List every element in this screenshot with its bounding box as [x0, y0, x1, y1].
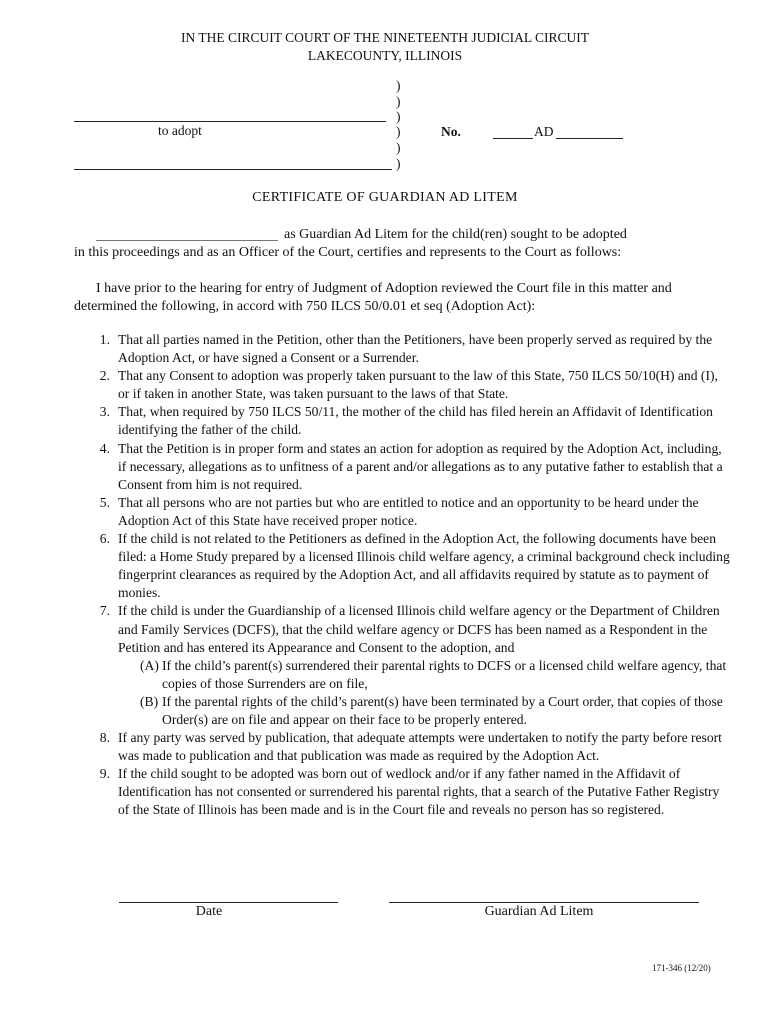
caption-paren: ) — [396, 156, 401, 171]
item-text: That the Petition is in proper form and states an action for adoption as required by the Adoption Act, including, if necessary, allegations as to unfitness of a parent and/or allegations as to any putative father to establish that a Consent from him is not required. — [118, 440, 723, 492]
caption-paren: ) — [396, 94, 401, 109]
item-text: If the child sought to be adopted was born out of wedlock and/or if any father named in the Affidavit of Identification has not consented or surrendered his parental rights, that a search of the Putative Father Registry of the State of Illinois has been made and is in the Court file and reveals no person has so registered. — [118, 766, 720, 818]
intro-second-line: in this proceedings and as an Officer of the Court, certifies and represents to the Court as follows: — [74, 245, 622, 260]
sub-list-item — [118, 657, 732, 693]
guardian-name-line — [96, 240, 278, 241]
case-number-label: No. — [441, 124, 461, 139]
court-heading: IN THE CIRCUIT COURT OF THE NINETEENTH JUDICIAL CIRCUIT — [181, 30, 589, 45]
sub-list — [118, 657, 732, 729]
sub-item-text: If the parental rights of the child’s parent(s) have been terminated by a Court order, that copies of those Order(s) are on file and appear on their face to be properly entered. — [162, 693, 723, 727]
list-item — [92, 331, 732, 367]
item-number: 4. — [99, 440, 110, 456]
item-text: That any Consent to adoption was properly taken pursuant to the law of this State, 750 ILCS 50/10(H) and (I), or if taken in another State, was taken pursuant to the laws of that State. — [118, 368, 718, 402]
list-item — [92, 440, 732, 494]
item-text: That all parties named in the Petition, other than the Petitioners, have been properly served as required by the Adoption Act, or have signed a Consent or a Surrender. — [118, 332, 713, 366]
ad-label: AD — [534, 124, 554, 139]
list-item — [92, 602, 732, 729]
item-text: If the child is under the Guardianship of a licensed Illinois child welfare agency or the Department of Children and Family Services (DCFS), that the child welfare agency or DCFS has been named as a Respondent in the Petition and has entered its Appearance and Consent to the adoption, and — [118, 603, 720, 655]
item-number: 9. — [99, 766, 110, 782]
county-heading: LAKECOUNTY, ILLINOIS — [307, 48, 463, 63]
item-number: 3. — [99, 404, 110, 420]
list-item — [92, 367, 732, 403]
caption-paren: ) — [396, 124, 401, 139]
to-adopt-label: to adopt — [158, 123, 202, 138]
petitioner-name-line — [74, 121, 386, 122]
caption-paren: ) — [396, 140, 401, 155]
caption-paren: ) — [396, 78, 401, 93]
item-text: That, when required by 750 ILCS 50/11, the mother of the child has filed herein an Affidavit of Identification identifying the father of the child. — [118, 404, 713, 438]
list-item — [92, 729, 732, 765]
item-text: If the child is not related to the Petitioners as defined in the Adoption Act, the following documents have been filed: a Home Study prepared by a licensed Illinois child welfare agency, a criminal background check including fingerprint clearances as required by the Adoption Act, and all affidavits required by statute as to payment of monies. — [118, 531, 730, 601]
caption-paren: ) — [396, 109, 401, 124]
item-number: 5. — [99, 494, 110, 510]
list-item — [92, 765, 732, 819]
date-signature-line — [119, 902, 338, 903]
list-item — [92, 403, 732, 439]
item-text: If any party was served by publication, that adequate attempts were undertaken to notify the party before resort was made to publication and that publication was made as required by the Adoption Act. — [118, 730, 722, 764]
sub-item-label: (B) — [140, 693, 159, 709]
case-number-line — [556, 138, 623, 139]
list-item — [92, 530, 732, 602]
item-number: 2. — [99, 368, 110, 384]
sub-item-text: If the child’s parent(s) surrendered their parental rights to DCFS or a licensed child welfare agency, that copies of those Surrenders are on file, — [162, 657, 727, 691]
item-number: 8. — [99, 730, 110, 746]
sub-list-item — [118, 693, 732, 729]
item-number: 1. — [99, 332, 110, 347]
intro-first-line: as Guardian Ad Litem for the child(ren) sought to be adopted — [284, 227, 627, 242]
gal-label: Guardian Ad Litem — [484, 904, 594, 919]
review-paragraph: I have prior to the hearing for entry of Judgment of Adoption reviewed the Court file in this matter and determined the following, in accord with 750 ILCS 50/0.01 et seq (Adoption Act): — [74, 281, 672, 314]
gal-signature-line — [389, 902, 699, 903]
item-number: 6. — [99, 531, 110, 547]
form-number: 171-346 (12/20) — [652, 963, 711, 973]
list-item — [92, 494, 732, 530]
child-name-line — [74, 169, 392, 170]
document-title: CERTIFICATE OF GUARDIAN AD LITEM — [252, 190, 518, 205]
sub-item-label: (A) — [140, 657, 159, 673]
item-text: That all persons who are not parties but who are entitled to notice and an opportunity to be heard under the Adoption Act of this State have received proper notice. — [118, 494, 699, 528]
findings-list — [92, 331, 732, 820]
date-label: Date — [195, 904, 223, 919]
case-year-line — [493, 138, 533, 139]
item-number: 7. — [99, 603, 110, 619]
